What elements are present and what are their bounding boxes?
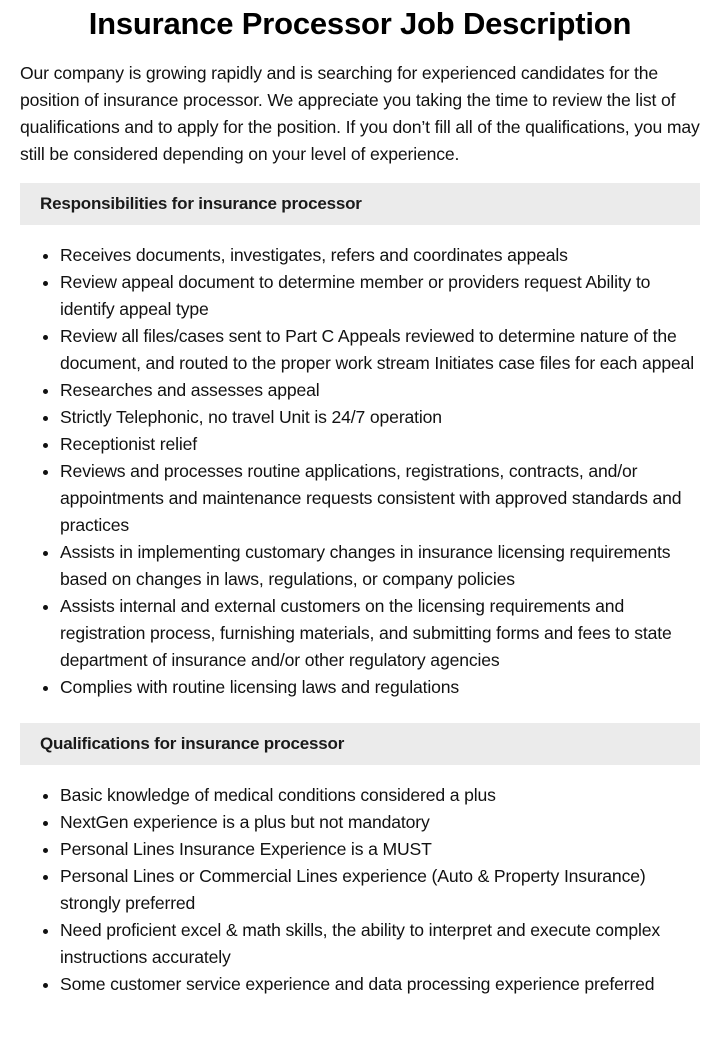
list-item: • Some customer service experience and data processing experience preferred [60, 971, 700, 998]
list-item: • Researches and assesses appeal [60, 377, 700, 404]
list-item: • Receptionist relief [60, 431, 700, 458]
responsibilities-list [20, 242, 700, 701]
list-item: • Reviews and processes routine applications, registrations, contracts, and/or appointments and maintenance requests consistent with approved standards and practices [60, 458, 700, 539]
list-item: • Assists internal and external customers on the licensing requirements and registration process, furnishing materials, and submitting forms and fees to state department of insurance and/or other regulatory agencies [60, 593, 700, 674]
list-item: • Personal Lines or Commercial Lines experience (Auto & Property Insurance) strongly preferred [60, 863, 700, 917]
list-item: • Receives documents, investigates, refers and coordinates appeals [60, 242, 700, 269]
list-item: • Complies with routine licensing laws and regulations [60, 674, 700, 701]
list-item: • Assists in implementing customary changes in insurance licensing requirements based on changes in laws, regulations, or company policies [60, 539, 700, 593]
list-item: • Strictly Telephonic, no travel Unit is 24/7 operation [60, 404, 700, 431]
list-item: • Basic knowledge of medical conditions considered a plus [60, 782, 700, 809]
list-item: • Review appeal document to determine member or providers request Ability to identify appeal type [60, 269, 700, 323]
list-item: • NextGen experience is a plus but not mandatory [60, 809, 700, 836]
qualifications-heading: Qualifications for insurance processor [20, 723, 700, 765]
responsibilities-heading: Responsibilities for insurance processor [20, 183, 700, 225]
list-item: • Need proficient excel & math skills, the ability to interpret and execute complex instructions accurately [60, 917, 700, 971]
page-title: Insurance Processor Job Description [88, 6, 632, 41]
list-item: • Personal Lines Insurance Experience is a MUST [60, 836, 700, 863]
list-item: • Review all files/cases sent to Part C Appeals reviewed to determine nature of the document, and routed to the proper work stream Initiates case files for each appeal [60, 323, 700, 377]
intro-paragraph: Our company is growing rapidly and is searching for experienced candidates for the position of insurance processor. We appreciate you taking the time to review the list of qualifications and to apply for the position. If you don’t fill all of the qualifications, you may still be considered depending on your level of experience. [20, 63, 700, 164]
qualifications-list [20, 782, 700, 998]
